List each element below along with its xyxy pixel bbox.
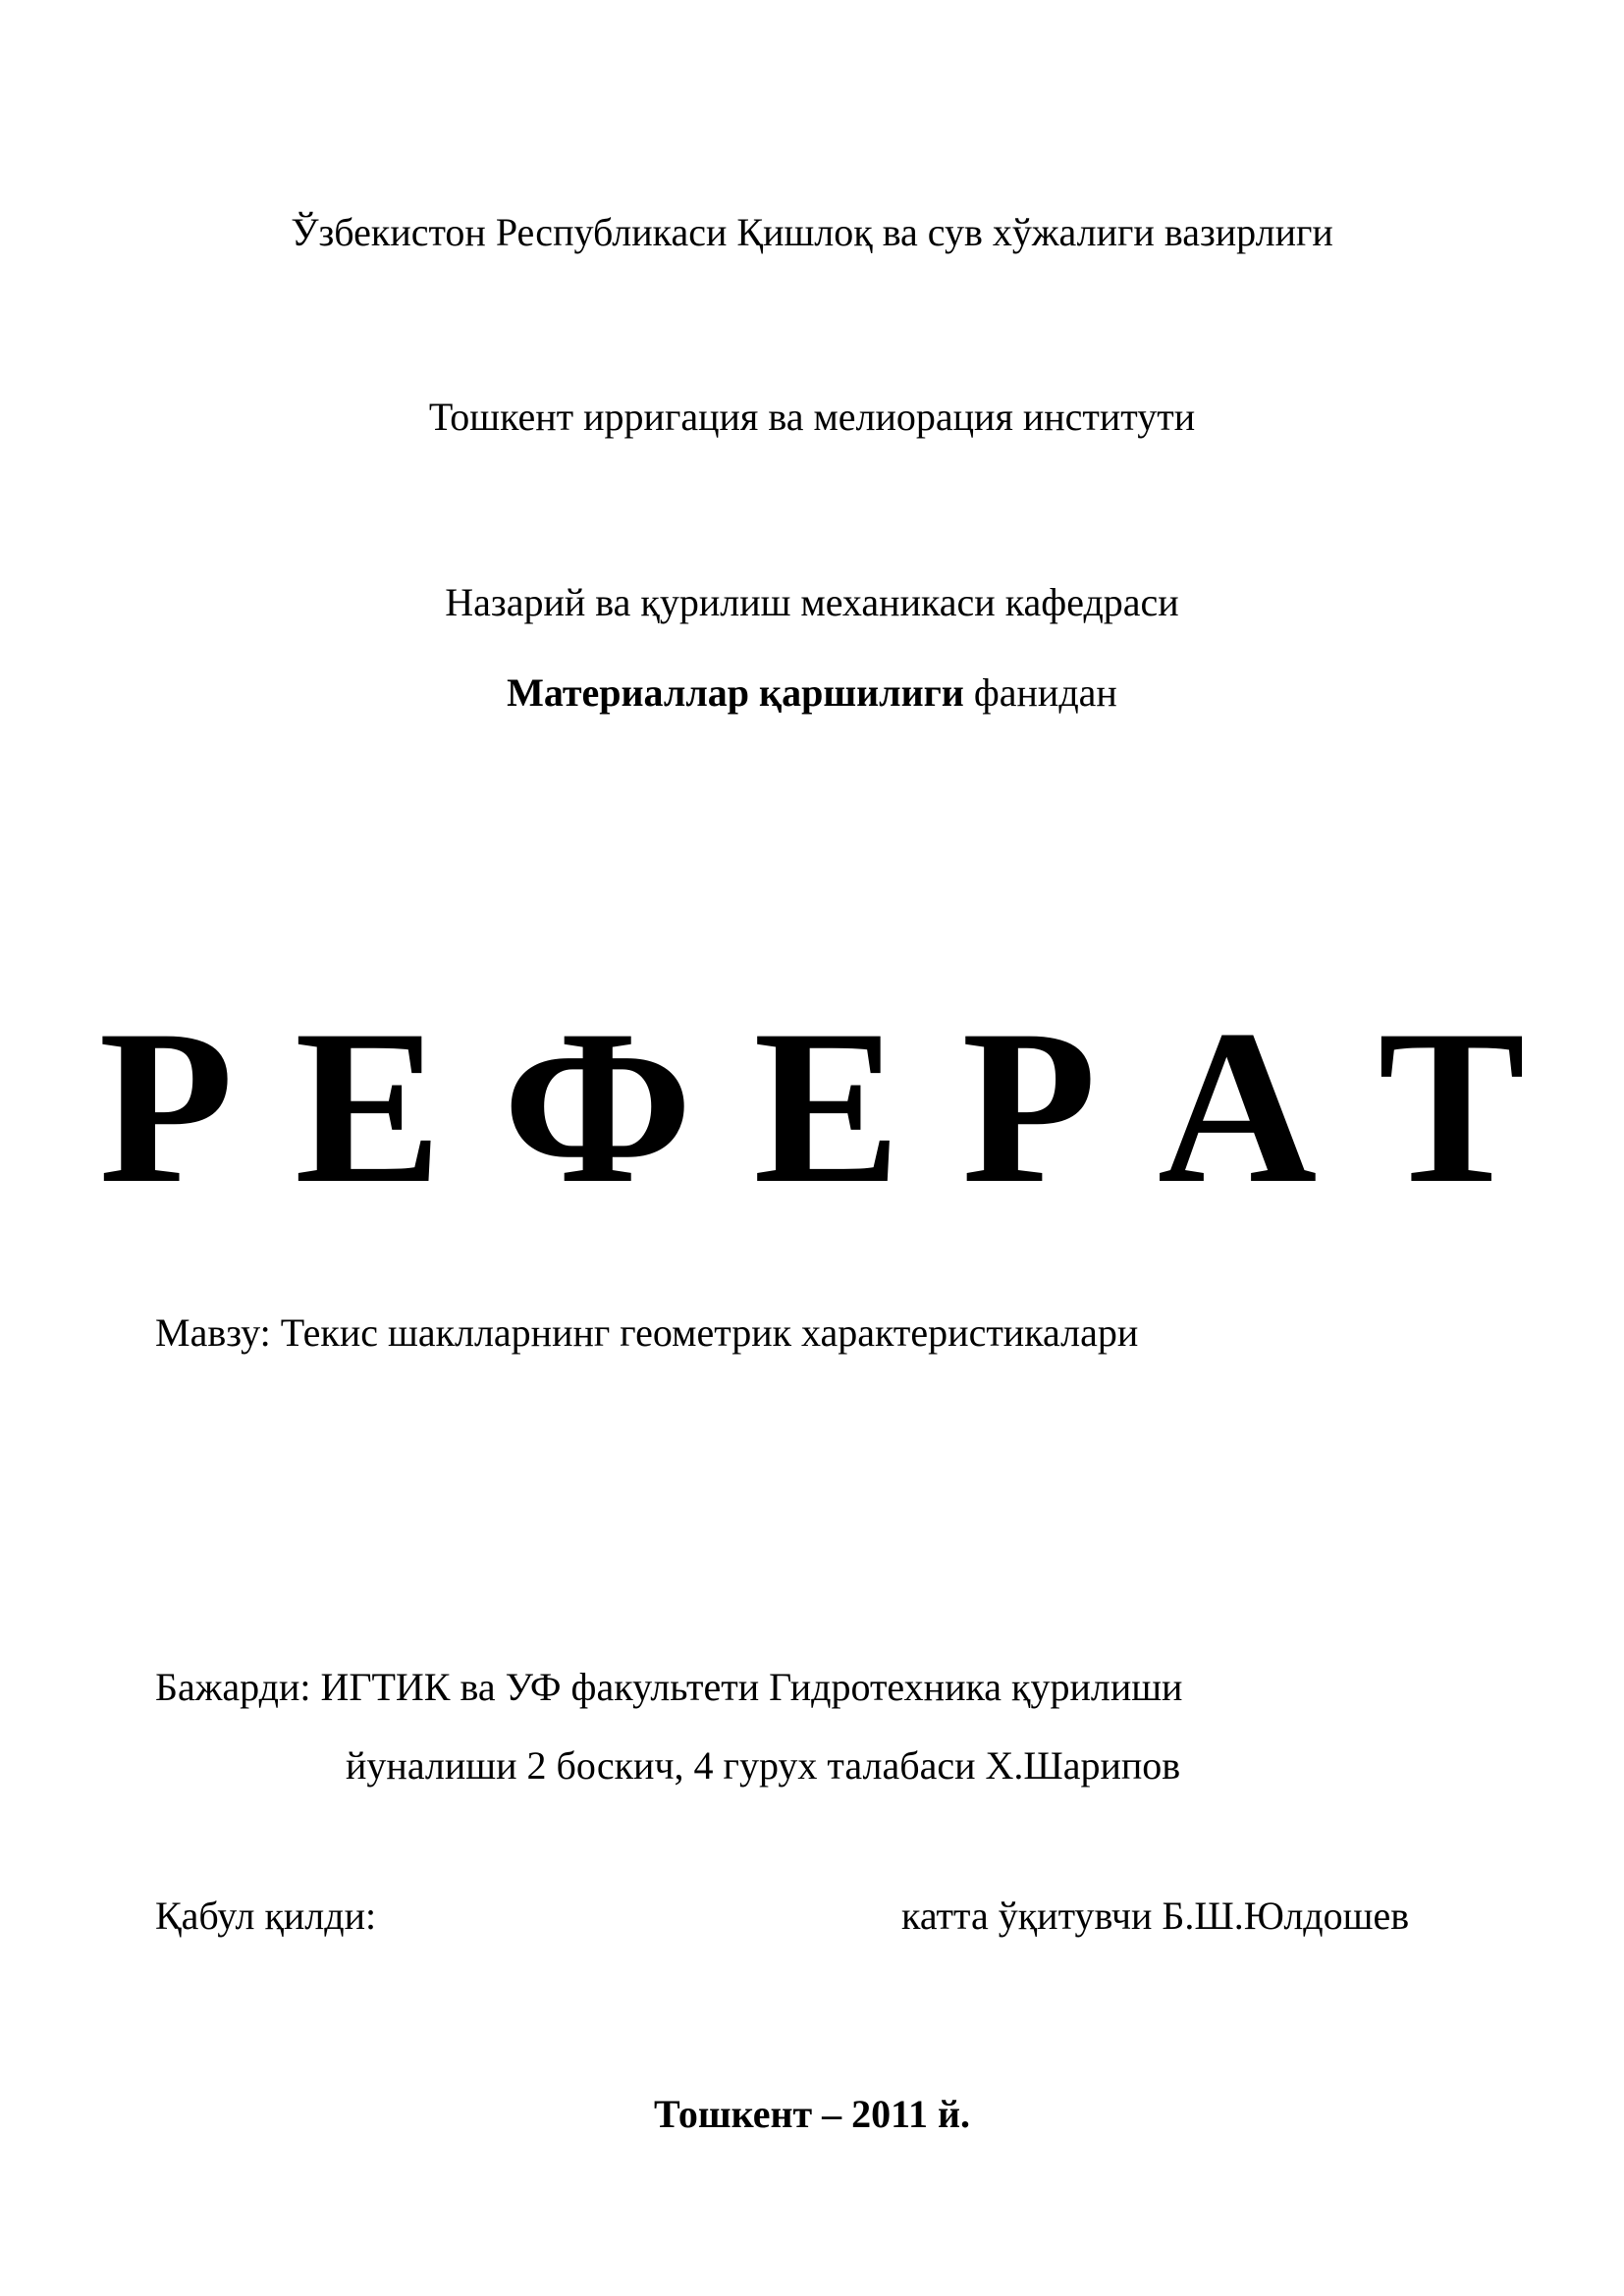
accepted-name: катта ўқитувчи Б.Ш.Юлдошев (901, 1894, 1410, 1938)
performer-line-1: Бажарди: ИГТИК ва УФ факультети Гидротехника қурилиши (155, 1665, 1183, 1709)
topic-line: Мавзу: Текис шаклларнинг геометрик характеристикалари (155, 1310, 1139, 1355)
title-letter: Е (753, 984, 901, 1229)
performer-line-2: йуналиши 2 боскич, 4 гурух талабаси Х.Шарипов (346, 1743, 1181, 1788)
accepted-label: Қабул қилди: (155, 1894, 377, 1938)
title-letter: Т (1378, 984, 1526, 1229)
title-letter: Е (295, 984, 443, 1229)
department-line: Назарий ва қурилиш механикаси кафедраси (445, 580, 1179, 624)
title-letter: Р (961, 984, 1097, 1229)
ministry-line: Ўзбекистон Республикаси Қишлоқ ва сув хўжалиги вазирлиги (291, 210, 1333, 254)
title-letter: А (1157, 984, 1318, 1229)
subject-suffix: фанидан (963, 670, 1117, 715)
subject-name: Материаллар қаршилиги (507, 670, 964, 715)
title-letter: Р (98, 984, 234, 1229)
document-title (0, 984, 1624, 1229)
title-letter: Ф (503, 984, 693, 1229)
footer-city-year: Тошкент – 2011 й. (654, 2092, 970, 2136)
subject-line (0, 669, 1624, 717)
institute-line: Тошкент ирригация ва мелиорация институти (428, 395, 1196, 439)
